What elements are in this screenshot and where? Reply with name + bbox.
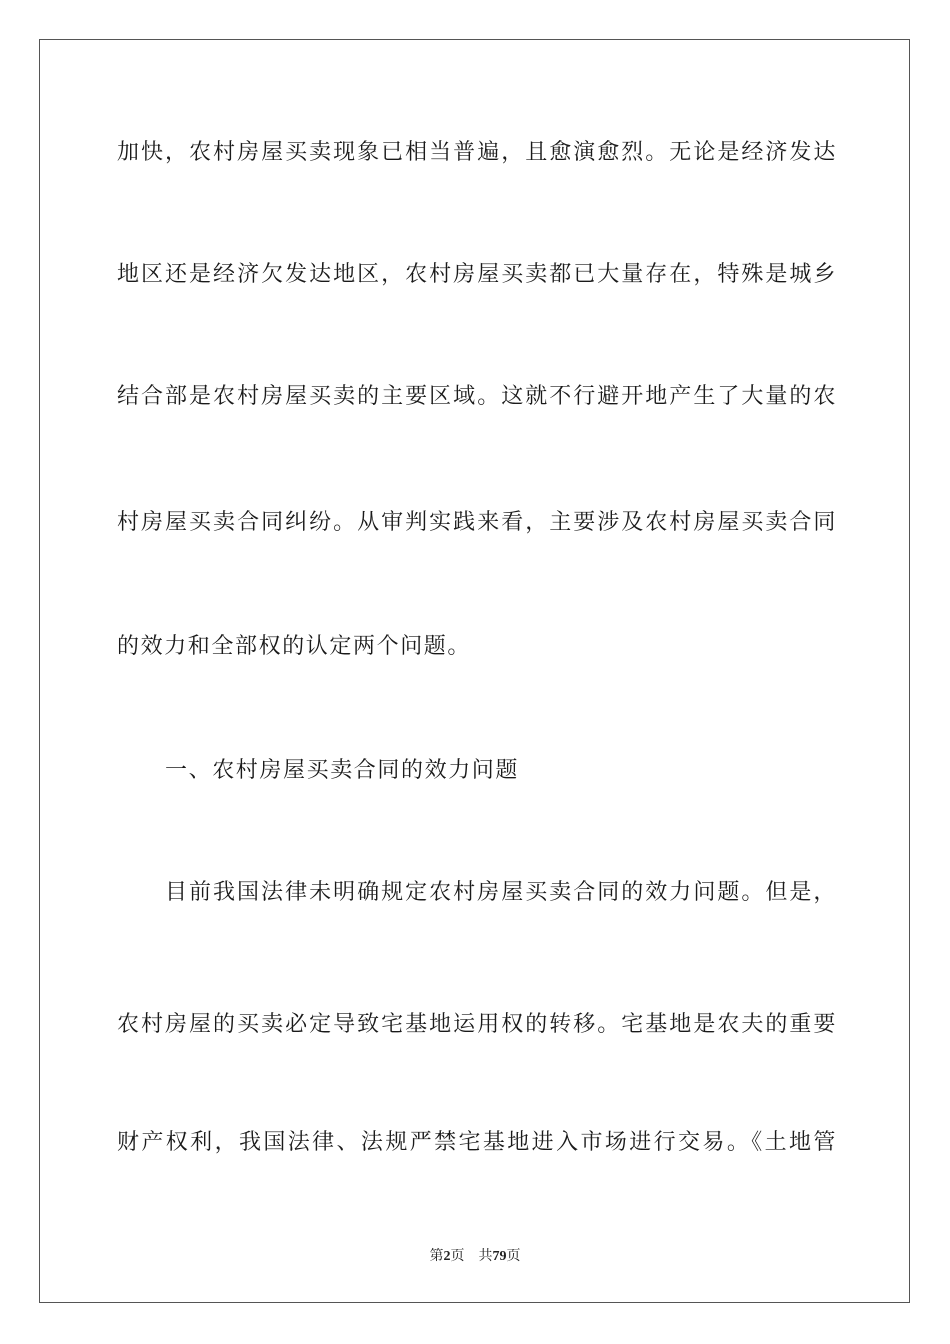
paragraph-line: 加快，农村房屋买卖现象已相当普遍，且愈演愈烈。无论是经济发达 [117, 140, 837, 165]
page-border [39, 39, 910, 1303]
paragraph-line: 村房屋买卖合同纠纷。从审判实践来看，主要涉及农村房屋买卖合同 [117, 510, 837, 535]
page-footer [0, 1247, 950, 1266]
total-suffix: 页 [506, 1248, 521, 1264]
paragraph-line: 的效力和全部权的认定两个问题。 [117, 634, 472, 659]
total-pages: 79 [492, 1249, 507, 1264]
total-prefix: 共 [478, 1248, 493, 1264]
paragraph-line: 农村房屋的买卖必定导致宅基地运用权的转移。宅基地是农夫的重要 [117, 1012, 837, 1037]
page-suffix: 页 [450, 1248, 465, 1264]
paragraph-line: 结合部是农村房屋买卖的主要区域。这就不行避开地产生了大量的农 [117, 384, 837, 409]
page-number: 2 [443, 1249, 451, 1264]
paragraph-line: 地区还是经济欠发达地区，农村房屋买卖都已大量存在，特殊是城乡 [117, 262, 837, 287]
paragraph-line: 财产权利，我国法律、法规严禁宅基地进入市场进行交易。《土地管 [117, 1130, 837, 1155]
section-heading: 一、农村房屋买卖合同的效力问题 [165, 758, 520, 783]
page-prefix: 第 [429, 1248, 444, 1264]
paragraph-line: 目前我国法律未明确规定农村房屋买卖合同的效力问题。但是， [165, 880, 837, 905]
